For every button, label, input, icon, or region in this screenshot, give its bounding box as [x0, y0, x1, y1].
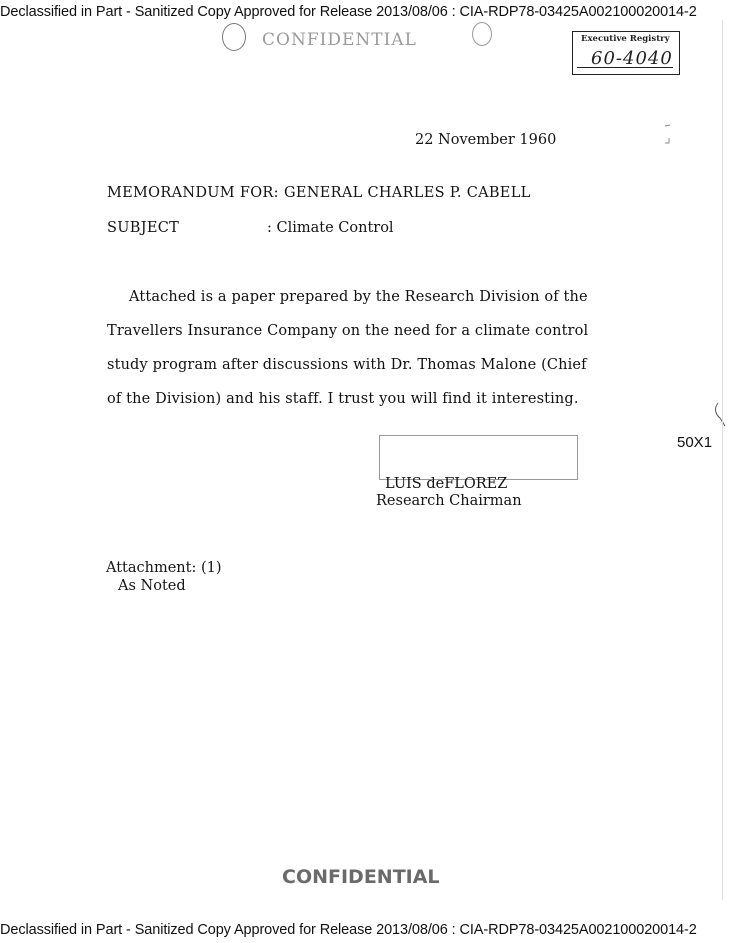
classification-stamp-top: CONFIDENTIAL: [262, 30, 417, 50]
hook-mark-icon: [712, 402, 726, 428]
redaction-code: 50X1: [677, 434, 713, 451]
body-line-1: Attached is a paper prepared by the Research Division of the: [129, 289, 588, 305]
subject-value: : Climate Control: [267, 220, 394, 236]
signature-redaction-box: [379, 435, 578, 480]
memo-for-label: MEMORANDUM FOR:: [107, 185, 279, 201]
signer-title: Research Chairman: [376, 493, 522, 509]
registry-number: 60-4040: [591, 48, 673, 69]
attachment-value: As Noted: [118, 578, 186, 594]
body-line-4: of the Division) and his staff. I trust you will find it interesting.: [107, 391, 579, 407]
circle-mark-left: [222, 23, 246, 51]
memo-date: 22 November 1960: [415, 132, 557, 148]
signer-name: LUIS deFLOREZ: [385, 476, 508, 492]
body-line-2: Travellers Insurance Company on the need for a climate control: [107, 323, 589, 339]
body-line-3: study program after discussions with Dr. Thomas Malone (Chief: [107, 357, 587, 373]
declassification-banner-top: Declassified in Part - Sanitized Copy Approved for Release 2013/08/06 : CIA-RDP78-03425A002100020014-2: [0, 4, 697, 20]
executive-registry-stamp: [572, 31, 680, 75]
declassification-banner-bottom: Declassified in Part - Sanitized Copy Approved for Release 2013/08/06 : CIA-RDP78-03425A002100020014-2: [0, 922, 697, 938]
margin-mark-icon: [664, 124, 672, 144]
subject-label: SUBJECT: [107, 220, 180, 236]
registry-underline: [577, 67, 673, 68]
classification-stamp-bottom: CONFIDENTIAL: [282, 866, 440, 888]
attachment-label: Attachment: (1): [106, 560, 222, 576]
memo-for-recipient: GENERAL CHARLES P. CABELL: [284, 185, 531, 201]
circle-mark-right: [472, 22, 492, 46]
registry-label: Executive Registry: [581, 34, 670, 44]
right-margin-line: [722, 20, 723, 900]
